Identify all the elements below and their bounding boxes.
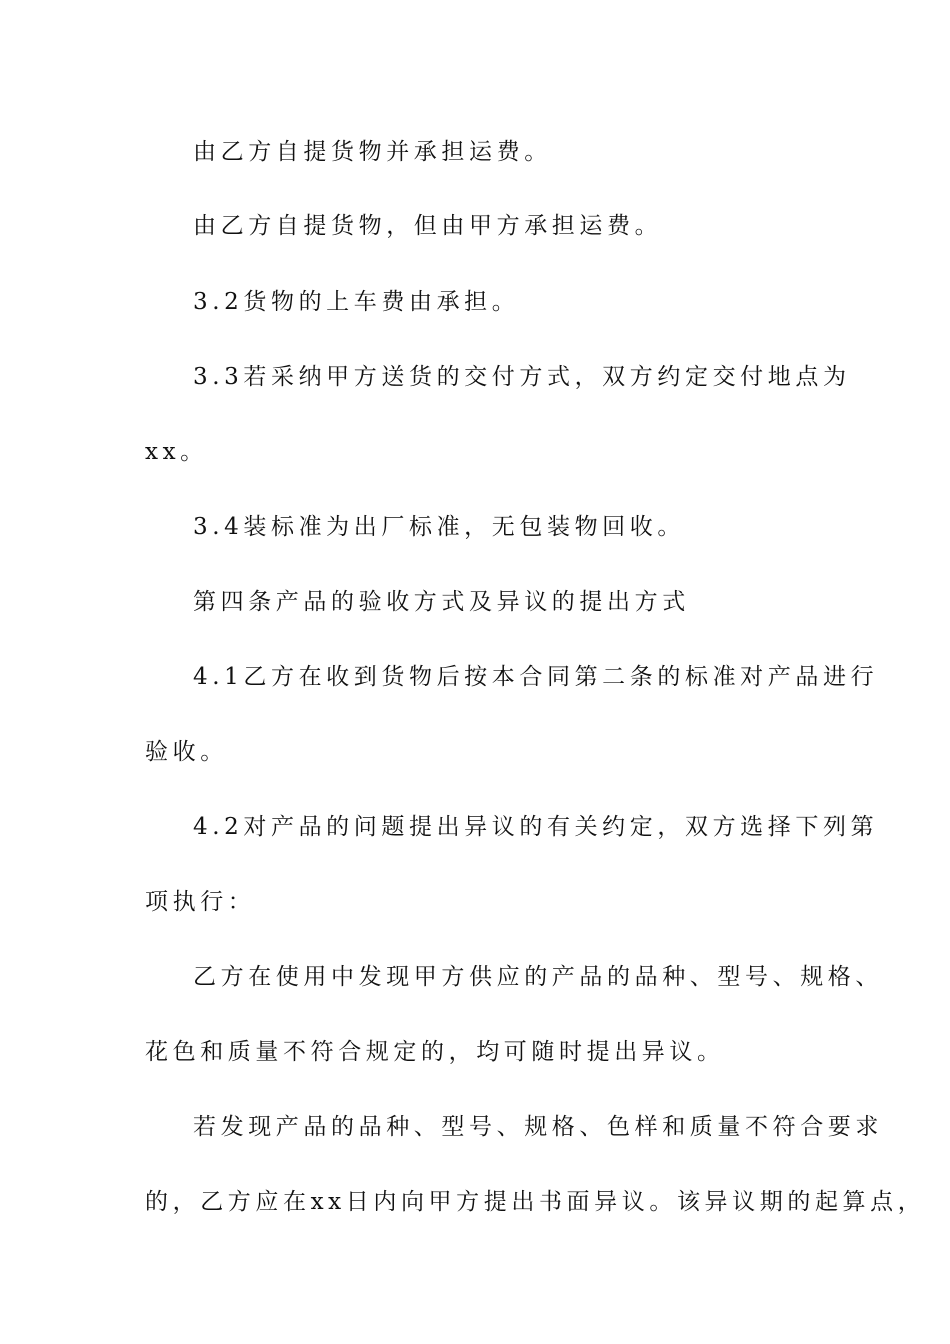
text-line: 3.3若采纳甲方送货的交付方式，双方约定交付地点为 [193,364,851,390]
text-line: 若发现产品的品种、型号、规格、色样和质量不符合要求 [193,1114,883,1140]
text-line: 4.1乙方在收到货物后按本合同第二条的标准对产品进行 [193,664,879,690]
text-line: 由乙方自提货物，但由甲方承担运费。 [193,213,663,239]
text-line: 4.2对产品的问题提出异议的有关约定，双方选择下列第 [193,814,879,840]
text-line: 花色和质量不符合规定的，均可随时提出异议。 [145,1039,725,1065]
text-line: 3.2货物的上车费由承担。 [193,289,520,315]
text-line: 验收。 [145,739,228,765]
text-line: 由乙方自提货物并承担运费。 [193,139,552,165]
text-line: 的，乙方应在xx日内向甲方提出书面异议。该异议期的起算点， [145,1189,926,1215]
text-line: 项执行： [145,889,256,915]
text-line: 乙方在使用中发现甲方供应的产品的品种、型号、规格、 [193,964,883,990]
text-line: 3.4装标准为出厂标准，无包装物回收。 [193,514,685,540]
text-line: xx。 [145,439,208,465]
section-heading: 第四条产品的验收方式及异议的提出方式 [193,589,690,615]
